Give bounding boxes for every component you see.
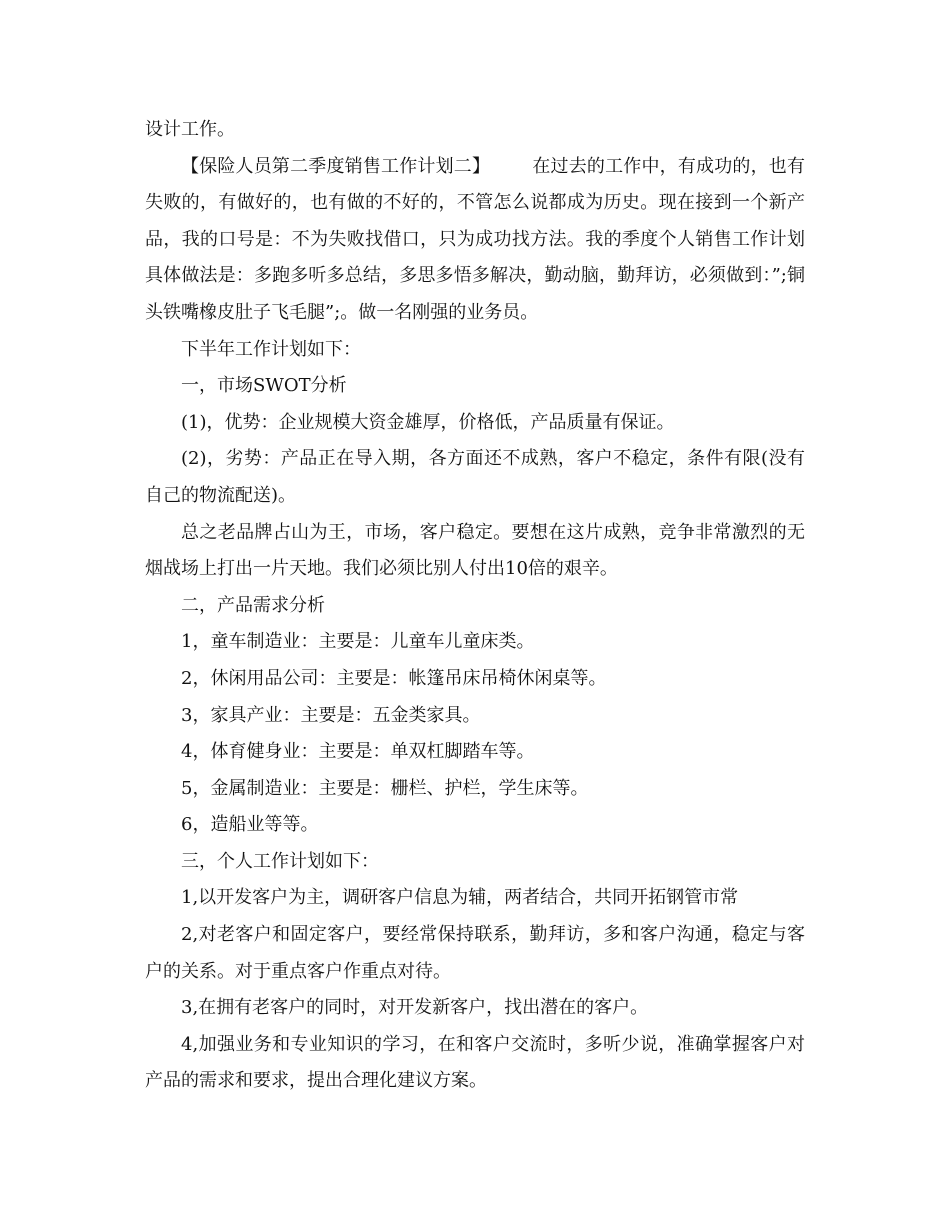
list-item-4: 4，体育健身业：主要是：单双杠脚踏车等。 (181, 741, 535, 763)
list-item-6: 6，造船业等等。 (181, 814, 319, 836)
list-item-3: 3，家具产业：主要是：五金类家具。 (181, 704, 481, 726)
paragraph-half-year-plan: 下半年工作计划如下： (181, 338, 361, 360)
section-heading: 【保险人员第二季度销售工作计划二】 (181, 155, 491, 177)
plan-item-2: 2,对老客户和固定客户，要经常保持联系，勤拜访，多和客户沟通，稳定与客户的关系。对于重点客户作重点对待。 (145, 924, 805, 982)
heading-personal-plan: 三，个人工作计划如下： (181, 850, 379, 872)
document-body (145, 112, 805, 1100)
paragraph-plan-intro-text: 在过去的工作中，有成功的，也有失败的，有做好的，也有做的不好的，不管怎么说都成为历史。现在接到一个新产品，我的口号是：不为失败找借口，只为成功找方法。我的季度个人销售工作计划具体做法是：多跑多听多总结，多思多悟多解决，勤动脑，勤拜访，必须做到：”;铜头铁嘴橡皮肚子飞毛腿”;。做一名刚强的业务员。 (145, 155, 805, 323)
plan-item-3: 3,在拥有老客户的同时，对开发新客户，找出潜在的客户。 (181, 997, 649, 1019)
list-item-2: 2，休闲用品公司：主要是：帐篷吊床吊椅休闲桌等。 (181, 667, 607, 689)
paragraph-continuation: 设计工作。 (145, 119, 235, 140)
list-item-5: 5，金属制造业：主要是：栅栏、护栏，学生床等。 (181, 777, 589, 799)
paragraph-strengths: (1)，优势：企业规模大资金雄厚，价格低，产品质量有保证。 (181, 411, 675, 433)
plan-item-4: 4,加强业务和专业知识的学习，在和客户交流时，多听少说，准确掌握客户对产品的需求和要求，提出合理化建议方案。 (145, 1033, 805, 1092)
paragraph-plan-intro (145, 149, 805, 332)
plan-item-1: 1,以开发客户为主，调研客户信息为辅，两者结合，共同开拓钢管市常 (181, 887, 739, 909)
list-item-1: 1，童车制造业：主要是：儿童车儿童床类。 (181, 631, 535, 653)
heading-swot: 一，市场SWOT分析 (181, 375, 347, 397)
paragraph-weaknesses: (2)，劣势：产品正在导入期，各方面还不成熟，客户不稳定，条件有限(没有自己的物流配送)。 (145, 448, 805, 506)
heading-demand-analysis: 二，产品需求分析 (181, 594, 325, 616)
paragraph-summary: 总之老品牌占山为王，市场，客户稳定。要想在这片成熟，竞争非常激烈的无烟战场上打出一片天地。我们必须比别人付出10倍的艰辛。 (145, 521, 805, 580)
